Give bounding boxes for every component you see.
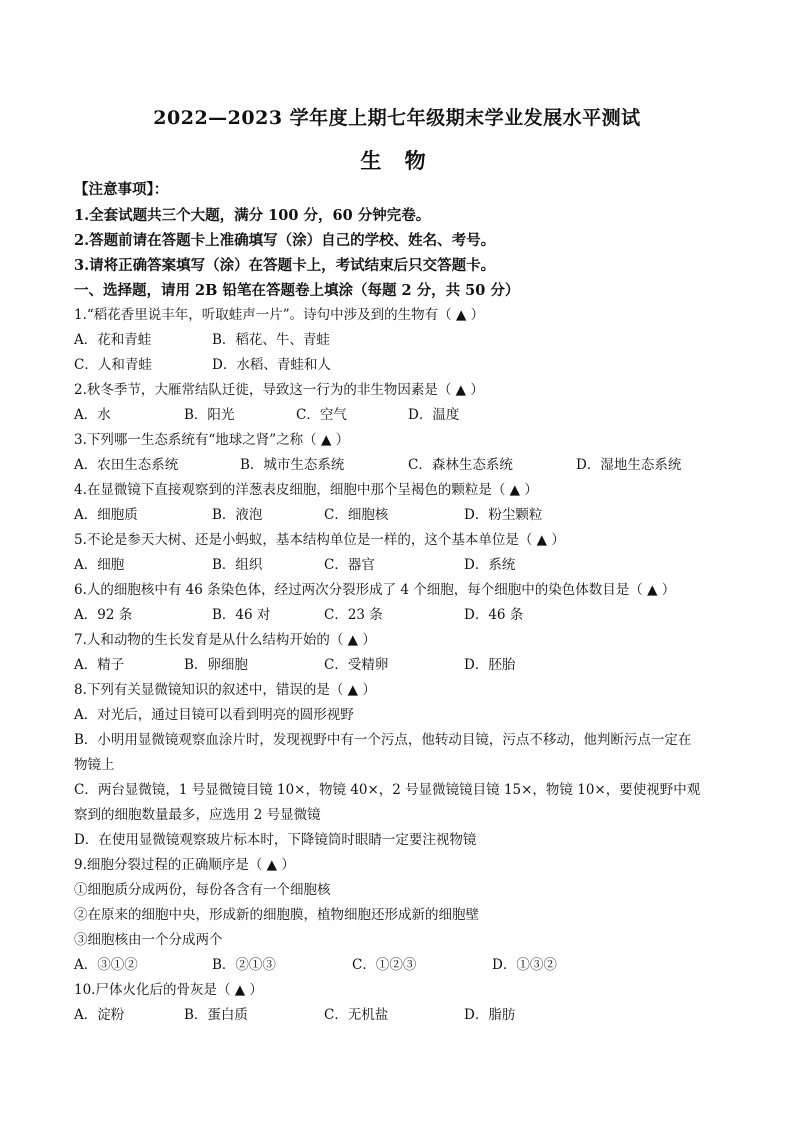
question-1-option-a: A．花和青蛙 <box>74 332 152 348</box>
question-1-stem: 1.“稻花香里说丰年，听取蛙声一片”。诗句中涉及到的生物有（ ▲ ） <box>74 307 485 323</box>
question-9-stem: 9.细胞分裂过程的正确顺序是（ ▲ ） <box>74 857 295 873</box>
question-3-option-a: A．农田生态系统 <box>74 457 179 473</box>
question-7-stem: 7.人和动物的生长发育是从什么结构开始的（ ▲ ） <box>74 632 376 648</box>
question-2-option-b: B．阳光 <box>184 407 235 423</box>
question-5-stem: 5.不论是参天大树、还是小蚂蚁，基本结构单位是一样的，这个基本单位是（ ▲ ） <box>74 532 565 548</box>
question-1-option-b: B．稻花、牛、青蛙 <box>212 332 330 348</box>
question-9-step-2: ②在原来的细胞中央，形成新的细胞膜，植物细胞还形成新的细胞壁 <box>74 907 479 923</box>
section-title: 一、选择题，请用 2B 铅笔在答题卷上填涂（每题 2 分，共 50 分） <box>74 282 520 299</box>
question-1-option-d: D．水稻、青蛙和人 <box>212 357 331 373</box>
question-6-option-a: A．92 条 <box>74 607 133 623</box>
notice-item-2: 2.答题前请在答题卡上准确填写（涂）自己的学校、姓名、考号。 <box>74 232 496 249</box>
question-7-option-a: A．精子 <box>74 657 125 673</box>
question-8-option-c-line-1: C．两台显微镜，1 号显微镜目镜 10×，物镜 40×，2 号显微镜镜目镜 15×，物镜 10×，要使视野中观 <box>74 782 701 798</box>
question-3-stem: 3.下列哪一生态系统有“地球之肾”之称（ ▲ ） <box>74 432 350 448</box>
question-4-option-c: C．细胞核 <box>324 507 389 523</box>
question-5-option-c: C．器官 <box>324 557 375 573</box>
question-4-option-a: A．细胞质 <box>74 507 138 523</box>
question-4-option-b: B．液泡 <box>212 507 263 523</box>
question-9-option-d: D．①③② <box>492 957 557 973</box>
question-7-option-b: B．卵细胞 <box>184 657 248 673</box>
notice-heading: 【注意事项】： <box>74 181 169 198</box>
question-5-option-b: B．组织 <box>212 557 263 573</box>
question-2-stem: 2.秋冬季节，大雁常结队迁徙，导致这一行为的非生物因素是（ ▲ ） <box>74 382 484 398</box>
question-9-option-c: C．①②③ <box>352 957 417 973</box>
question-7-option-d: D．胚胎 <box>464 657 516 673</box>
question-2-option-a: A．水 <box>74 407 111 423</box>
question-2-option-d: D．温度 <box>408 407 460 423</box>
question-3-option-b: B．城市生态系统 <box>240 457 345 473</box>
question-5-option-d: D．系统 <box>464 557 516 573</box>
exam-title: 2022—2023 学年度上期七年级期末学业发展水平测试 <box>153 107 641 129</box>
question-9-step-3: ③细胞核由一个分成两个 <box>74 932 223 948</box>
question-8-option-c-line-2: 察到的细胞数量最多，应选用 2 号显微镜 <box>74 807 321 823</box>
question-6-option-c: C．23 条 <box>324 607 383 623</box>
question-8-option-a: A．对光后，通过目镜可以看到明亮的圆形视野 <box>74 707 354 723</box>
question-6-stem: 6.人的细胞核中有 46 条染色体，经过两次分裂形成了 4 个细胞，每个细胞中的染色体数目是（ ▲ ） <box>74 582 676 598</box>
question-3-option-c: C．森林生态系统 <box>408 457 513 473</box>
question-6-option-b: B．46 对 <box>212 607 271 623</box>
notice-item-3: 3.请将正确答案填写（涂）在答题卡上，考试结束后只交答题卡。 <box>74 257 496 274</box>
notice-item-1: 1.全套试题共三个大题，满分 100 分，60 分钟完卷。 <box>74 207 431 224</box>
question-10-option-a: A．淀粉 <box>74 1007 125 1023</box>
question-4-stem: 4.在显微镜下直接观察到的洋葱表皮细胞，细胞中那个呈褐色的颗粒是（ ▲ ） <box>74 482 538 498</box>
question-2-option-c: C．空气 <box>296 407 347 423</box>
question-8-option-b-line-1: B．小明用显微镜观察血涂片时，发现视野中有一个污点，他转动目镜，污点不移动，他判断污点一定在 <box>74 732 692 748</box>
question-10-stem: 10.尸体火化后的骨灰是（ ▲ ） <box>74 982 263 998</box>
question-5-option-a: A．细胞 <box>74 557 125 573</box>
question-8-option-b-line-2: 物镜上 <box>74 757 115 773</box>
question-10-option-d: D．脂肪 <box>464 1007 516 1023</box>
question-10-option-c: C．无机盐 <box>324 1007 389 1023</box>
question-10-option-b: B．蛋白质 <box>184 1007 248 1023</box>
question-6-option-d: D．46 条 <box>464 607 524 623</box>
question-9-option-b: B．②①③ <box>212 957 276 973</box>
question-4-option-d: D．粉尘颗粒 <box>464 507 543 523</box>
question-9-option-a: A．③①② <box>74 957 138 973</box>
question-8-stem: 8.下列有关显微镜知识的叙述中，错误的是（ ▲ ） <box>74 682 376 698</box>
question-1-option-c: C．人和青蛙 <box>74 357 152 373</box>
question-3-option-d: D．湿地生态系统 <box>576 457 682 473</box>
question-7-option-c: C．受精卵 <box>324 657 389 673</box>
question-8-option-d: D．在使用显微镜观察玻片标本时，下降镜筒时眼睛一定要注视物镜 <box>74 832 477 848</box>
subject-title: 生 物 <box>360 148 434 173</box>
question-9-step-1: ①细胞质分成两份，每份各含有一个细胞核 <box>74 882 331 898</box>
